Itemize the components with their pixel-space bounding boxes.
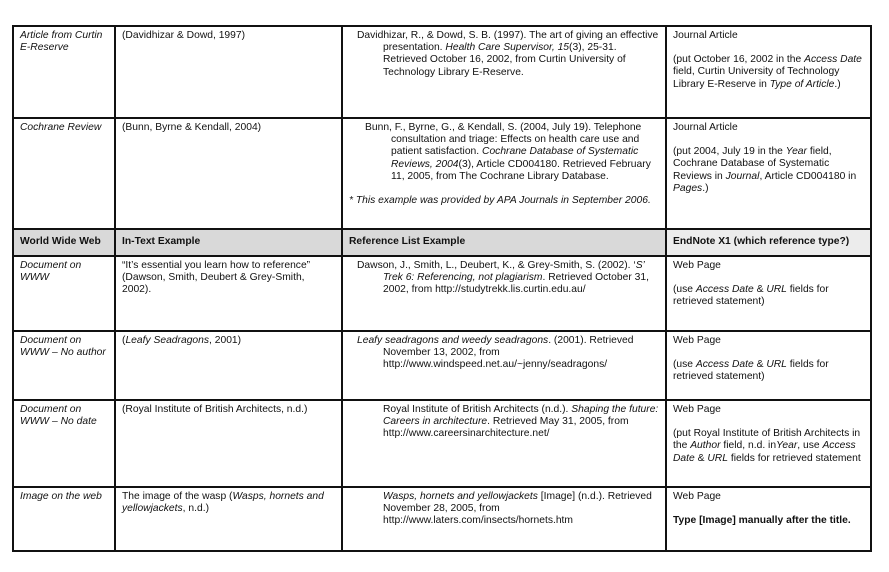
endnote-cell: Web Page (use Access Date & URL fields for retrieved statement) (666, 331, 871, 400)
reference-table (12, 25, 872, 552)
reference-cell: Wasps, hornets and yellowjackets [Image] (n.d.). Retrieved November 28, 2005, from http://www.laters.com/insects/hornets.htm (342, 487, 666, 551)
reference-cell: Dawson, J., Smith, L., Deubert, K., & Grey-Smith, S. (2002). ‘S’ Trek 6: Referencing, not plagiarism. Retrieved October 31, 2002, from http://studytrekk.lis.curtin.edu.au/ (342, 256, 666, 331)
in-text-cell: (Royal Institute of British Architects, n.d.) (115, 400, 342, 487)
endnote-cell: Journal Article (put 2004, July 19 in the Year field, Cochrane Database of Systematic Reviews in Journal, Article CD004180 in Pages.) (666, 118, 871, 229)
header-world-wide-web: World Wide Web (13, 229, 115, 256)
in-text-cell: “It’s essential you learn how to reference” (Dawson, Smith, Deubert & Grey-Smith, 2002). (115, 256, 342, 331)
table-row (13, 26, 871, 118)
resource-type-cell: Cochrane Review (13, 118, 115, 229)
endnote-type: Web Page (673, 335, 721, 346)
in-text-cell: (Bunn, Byrne & Kendall, 2004) (115, 118, 342, 229)
endnote-cell: Web Page (put Royal Institute of British Architects in the Author field, n.d. inYear, use Access Date & URL fields for retrieved statement (666, 400, 871, 487)
reference-note: * This example was provided by APA Journals in September 2006. (349, 195, 651, 207)
header-reference-list: Reference List Example (342, 229, 666, 256)
endnote-type: Web Page (673, 260, 721, 271)
table-row (13, 256, 871, 331)
header-in-text: In-Text Example (115, 229, 342, 256)
resource-type-cell: Document on WWW – No date (13, 400, 115, 487)
endnote-cell (666, 487, 871, 551)
in-text-cell: (Davidhizar & Dowd, 1997) (115, 26, 342, 118)
table-row (13, 331, 871, 400)
reference-cell: Royal Institute of British Architects (n.d.). Shaping the future: Careers in architecture. Retrieved May 31, 2005, from http://www.careersinarchitecture.net/ (342, 400, 666, 487)
header-endnote: EndNote X1 (which reference type?) (666, 229, 871, 256)
endnote-type: Web Page (673, 404, 721, 415)
table-row (13, 400, 871, 487)
endnote-cell: Journal Article (put October 16, 2002 in the Access Date field, Curtin University of Technology Library E-Reserve in Type of Article.) (666, 26, 871, 118)
endnote-type: Web Page (673, 491, 721, 502)
endnote-note: Type [Image] manually after the title. (673, 515, 851, 527)
table-row (13, 118, 871, 229)
endnote-type: Journal Article (673, 30, 738, 41)
resource-type-cell: Document on WWW – No author (13, 331, 115, 400)
in-text-cell: (Leafy Seadragons, 2001) (115, 331, 342, 400)
reference-cell: Leafy seadragons and weedy seadragons. (2001). Retrieved November 13, 2002, from http://www.windspeed.net.au/~jenny/seadragons/ (342, 331, 666, 400)
table-row (13, 487, 871, 551)
reference-cell: Bunn, F., Byrne, G., & Kendall, S. (2004, July 19). Telephone consultation and triage: Effects on health care use and patient satisfaction. Cochrane Database of Systematic Reviews, 2004(3), Article CD004180. Retrieved February 11, 2005, from The Cochrane Library Database. * This example was provided by APA Journals in September 2006. (342, 118, 666, 229)
resource-type-cell: Article from Curtin E-Reserve (13, 26, 115, 118)
resource-type-cell: Image on the web (13, 487, 115, 551)
in-text-cell: The image of the wasp (Wasps, hornets and yellowjackets, n.d.) (115, 487, 342, 551)
endnote-cell: Web Page (use Access Date & URL fields for retrieved statement) (666, 256, 871, 331)
section-header-row (13, 229, 871, 256)
resource-type-cell: Document on WWW (13, 256, 115, 331)
reference-cell: Davidhizar, R., & Dowd, S. B. (1997). The art of giving an effective presentation. Health Care Supervisor, 15(3), 25-31. Retrieved October 16, 2002, from Curtin University of Technology Library E-Reserve. (342, 26, 666, 118)
endnote-type: Journal Article (673, 122, 738, 133)
